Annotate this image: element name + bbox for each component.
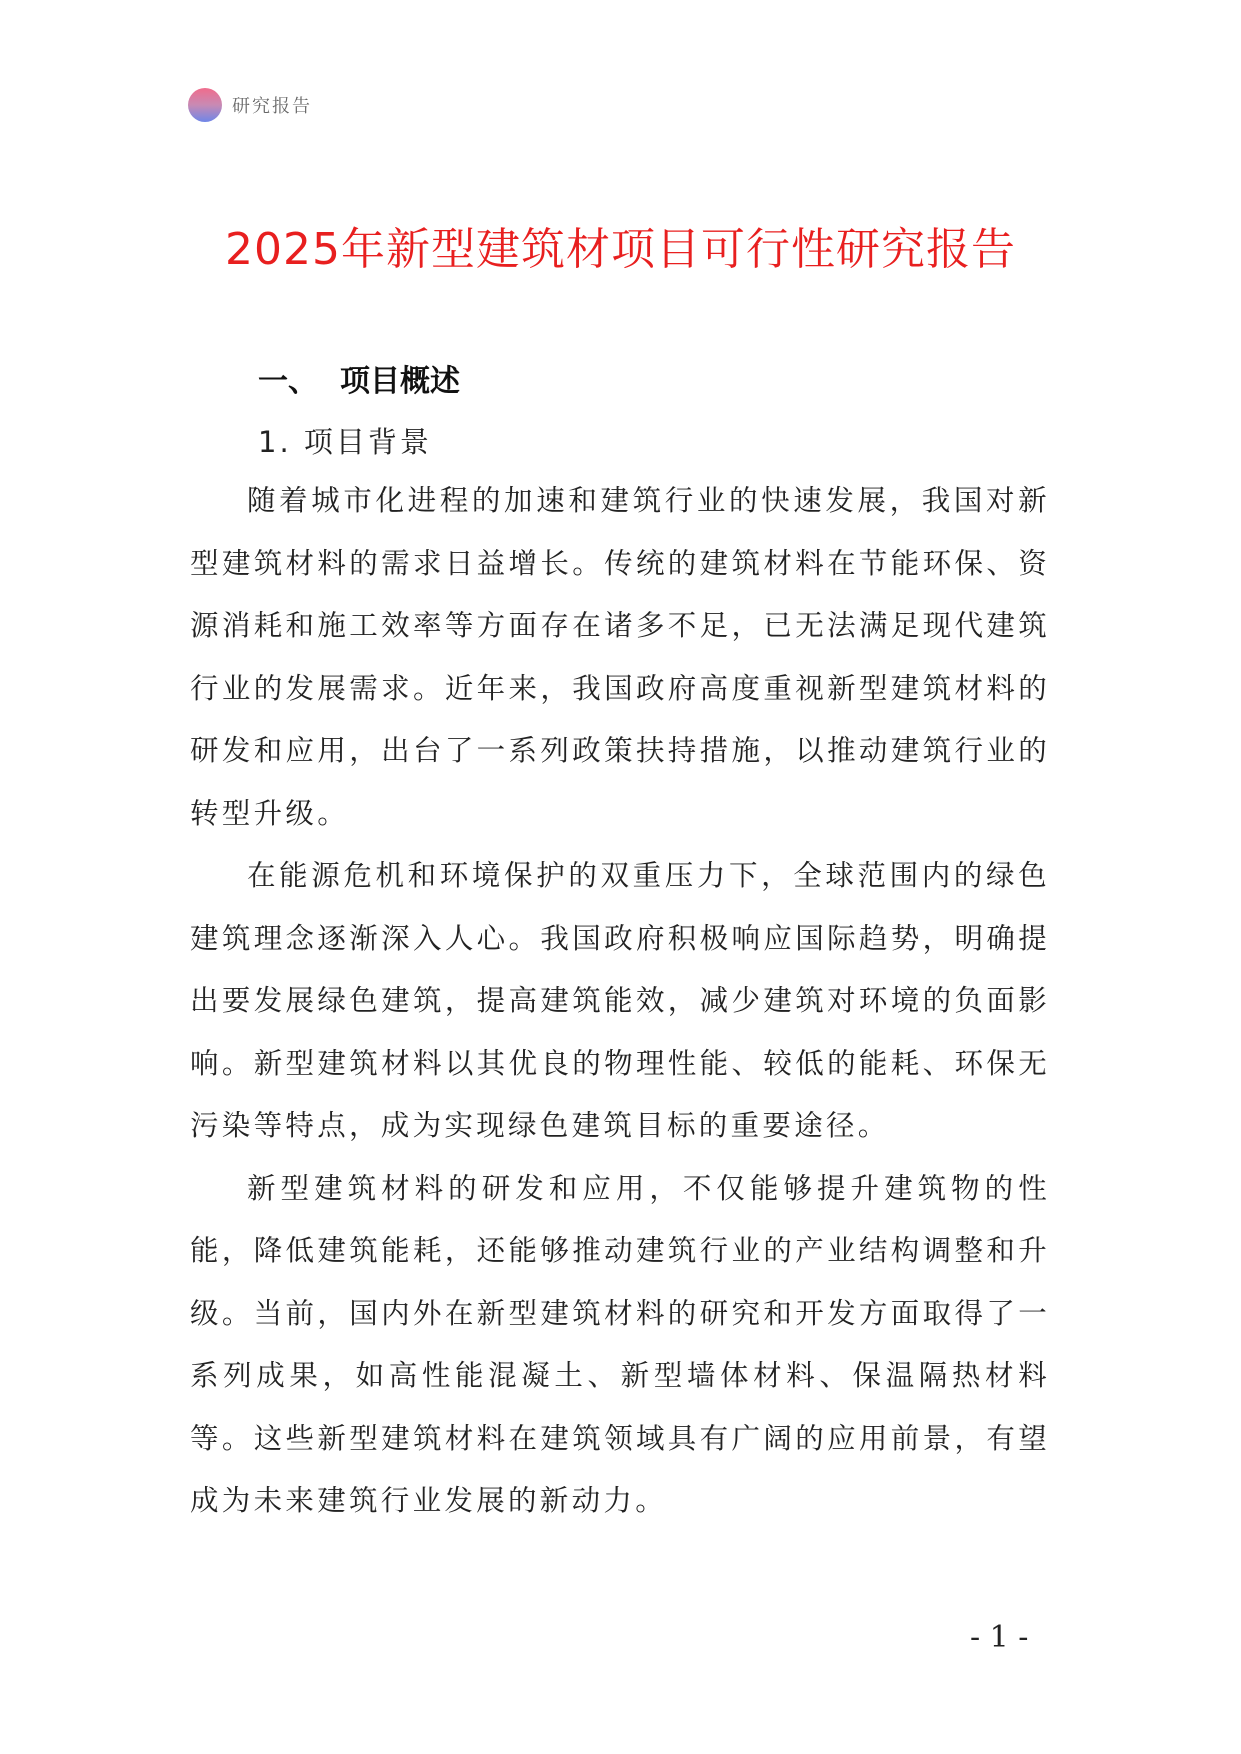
paragraph: 在能源危机和环境保护的双重压力下，全球范围内的绿色建筑理念逐渐深入人心。我国政府积极响应国际趋势，明确提出要发展绿色建筑，提高建筑能效，减少建筑对环境的负面影响。新型建筑材料以其优良的物理性能、较低的能耗、环保无污染等特点，成为实现绿色建筑目标的重要途径。 bbox=[190, 859, 1050, 1142]
paragraph: 新型建筑材料的研发和应用，不仅能够提升建筑物的性能，降低建筑能耗，还能够推动建筑行业的产业结构调整和升级。当前，国内外在新型建筑材料的研究和开发方面取得了一系列成果，如高性能混凝土、新型墙体材料、保温隔热材料等。这些新型建筑材料在建筑领域具有广阔的应用前景，有望成为未来建筑行业发展的新动力。 bbox=[190, 1171, 1050, 1517]
paragraph: 随着城市化进程的加速和建筑行业的快速发展，我国对新型建筑材料的需求日益增长。传统的建筑材料在节能环保、资源消耗和施工效率等方面存在诸多不足，已无法满足现代建筑行业的发展需求。近年来，我国政府高度重视新型建筑材料的研发和应用，出台了一系列政策扶持措施，以推动建筑行业的转型升级。 bbox=[190, 484, 1050, 830]
logo-icon bbox=[188, 88, 222, 122]
document-title: 2025年新型建筑材项目可行性研究报告 bbox=[225, 224, 1016, 275]
section-title: 项目概述 bbox=[340, 364, 460, 399]
page-header bbox=[188, 88, 312, 122]
subsection-heading: 1. 项目背景 bbox=[258, 425, 432, 459]
section-heading bbox=[258, 360, 460, 404]
body-text bbox=[190, 470, 1050, 1533]
section-number: 一、 bbox=[258, 364, 318, 399]
page-number: - 1 - bbox=[970, 1620, 1029, 1655]
header-label: 研究报告 bbox=[232, 96, 312, 117]
